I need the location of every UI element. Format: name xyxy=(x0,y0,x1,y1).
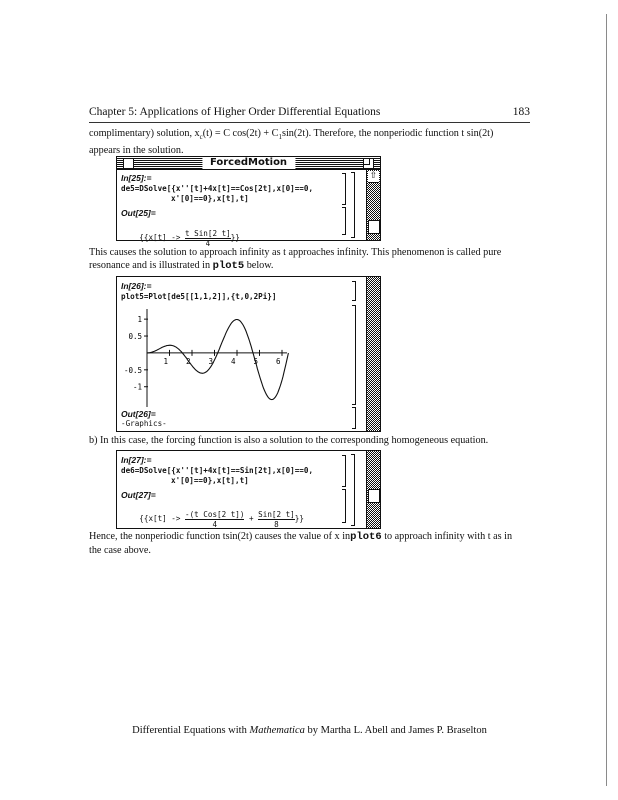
cell-group-bracket[interactable] xyxy=(351,172,355,238)
footer-text-b: by Martha L. Abell and James P. Braselton xyxy=(304,725,487,736)
y-tick-label: 0.5 xyxy=(128,332,142,342)
out27-frac2-numerator: Sin[2 t] xyxy=(258,510,295,519)
cell-bracket-output[interactable] xyxy=(342,207,346,235)
code-line-27b[interactable]: x'[0]==0},x[t],t] xyxy=(171,476,249,485)
para2-text-b: resonance and is illustrated in xyxy=(89,260,213,271)
out27-plus: + xyxy=(244,514,259,523)
x-tick-label: 4 xyxy=(231,356,236,366)
para4-text-b: to approach infinity with t as in xyxy=(381,531,513,542)
output-label-26: Out[26]= xyxy=(121,409,156,419)
output-label-27: Out[27]= xyxy=(121,490,156,500)
inline-code-plot6: plot6 xyxy=(350,531,382,543)
notebook-window-de6[interactable] xyxy=(116,450,381,529)
page-footer xyxy=(89,725,530,736)
page-number: 183 xyxy=(512,106,530,118)
header-rule xyxy=(89,122,530,123)
out27-post: }} xyxy=(294,514,304,523)
out25-post: }} xyxy=(230,233,240,242)
subscript-1: 1 xyxy=(278,133,282,142)
output-graphics-26: -Graphics- xyxy=(121,419,167,428)
vertical-scrollbar[interactable] xyxy=(366,170,380,240)
out27-frac1-numerator: -(t Cos[2 t]) xyxy=(185,510,245,519)
close-box-icon[interactable] xyxy=(123,158,134,169)
input-label-27: In[27]:= xyxy=(121,455,152,465)
y-tick-label: -0.5 xyxy=(123,365,142,375)
out27-frac2-denominator: 8 xyxy=(274,520,279,529)
vertical-scrollbar-plot[interactable] xyxy=(366,277,380,431)
page-edge-line xyxy=(606,14,607,786)
cell-group-bracket-27[interactable] xyxy=(351,454,355,526)
cell-bracket-input-26[interactable] xyxy=(352,281,356,301)
footer-text-a: Differential Equations with xyxy=(132,725,250,736)
cell-bracket-output-26[interactable] xyxy=(352,407,356,429)
vertical-scrollbar-de6[interactable] xyxy=(366,451,380,528)
x-tick-label: 5 xyxy=(253,356,259,366)
notebook-window-forcedmotion[interactable] xyxy=(116,156,381,248)
x-tick-label: 1 xyxy=(163,356,169,366)
output-label-25: Out[25]= xyxy=(121,208,156,218)
zoom-box-icon[interactable] xyxy=(363,158,374,169)
para4-text-a: Hence, the nonperiodic function tsin(2t) causes the value of x in xyxy=(89,531,351,542)
cell-bracket-input[interactable] xyxy=(342,173,346,205)
input-label-25: In[25]:= xyxy=(121,173,152,183)
code-line-25b[interactable]: x'[0]==0},x[t],t] xyxy=(171,194,249,203)
out25-pre: {{x[t] -> xyxy=(139,233,186,242)
out27-frac1-denominator: 4 xyxy=(212,520,218,529)
para2-text-c: below. xyxy=(244,260,274,271)
paragraph-3: b) In this case, the forcing function is also a solution to the corresponding homogeneous equation. xyxy=(89,435,489,446)
window-title: ForcedMotion xyxy=(202,157,295,169)
running-header xyxy=(89,106,530,118)
plot-curve xyxy=(147,320,288,400)
para4-text-c: the case above. xyxy=(89,545,151,556)
out27-pre: {{x[t] -> xyxy=(139,514,186,523)
notebook-window-plot[interactable] xyxy=(116,276,381,432)
code-line-27a[interactable]: de6=DSolve[{x''[t]+4x[t]==Sin[2t],x[0]==0, xyxy=(121,466,314,475)
footer-italic: Mathematica xyxy=(249,725,305,736)
output-expression-25 xyxy=(121,220,240,248)
output-expression-27 xyxy=(121,501,304,529)
x-tick-label: 3 xyxy=(208,356,214,366)
para1-text-b: (t) = C cos(2t) + C xyxy=(202,128,279,139)
out25-denominator: 4 xyxy=(205,239,211,248)
para1-text-d: appears in the solution. xyxy=(89,145,184,157)
chapter-title: Chapter 5: Applications of Higher Order Differential Equations xyxy=(89,106,381,118)
window-title-bar[interactable] xyxy=(117,157,380,170)
subscript-c: c xyxy=(199,133,203,142)
code-line-25a[interactable]: de5=DSolve[{x''[t]+4x[t]==Cos[2t],x[0]==0, xyxy=(121,184,314,193)
paragraph-1 xyxy=(89,127,534,157)
paragraph-4 xyxy=(89,530,534,557)
y-tick-label: 1 xyxy=(137,315,142,325)
inline-code-plot5: plot5 xyxy=(212,260,245,272)
para2-text-a: This causes the solution to approach infinity as t approaches infinity. This phenomenon is called pure xyxy=(89,247,502,258)
x-tick-label: 2 xyxy=(186,356,191,366)
para1-text-a: complimentary) solution, x xyxy=(89,128,200,139)
input-label-26: In[26]:= xyxy=(121,281,152,291)
paragraph-2 xyxy=(89,246,534,273)
y-tick-label: -1 xyxy=(132,382,142,392)
cell-bracket-input-27[interactable] xyxy=(342,455,346,487)
scroll-up-arrow-icon[interactable]: ⇧ xyxy=(369,171,378,181)
x-tick-label: 6 xyxy=(276,356,281,366)
out25-numerator: t Sin[2 t] xyxy=(185,229,231,238)
cell-bracket-output-27[interactable] xyxy=(342,489,346,523)
para1-text-c: sin(2t). Therefore, the nonperiodic function t sin(2t) xyxy=(281,128,494,139)
scroll-thumb-de6[interactable] xyxy=(368,489,380,503)
scroll-thumb[interactable] xyxy=(368,220,380,234)
plot5-graphic xyxy=(117,303,342,407)
code-line-26[interactable]: plot5=Plot[de5[[1,1,2]],{t,0,2Pi}] xyxy=(121,292,277,301)
cell-bracket-graphics-26[interactable] xyxy=(352,305,356,405)
